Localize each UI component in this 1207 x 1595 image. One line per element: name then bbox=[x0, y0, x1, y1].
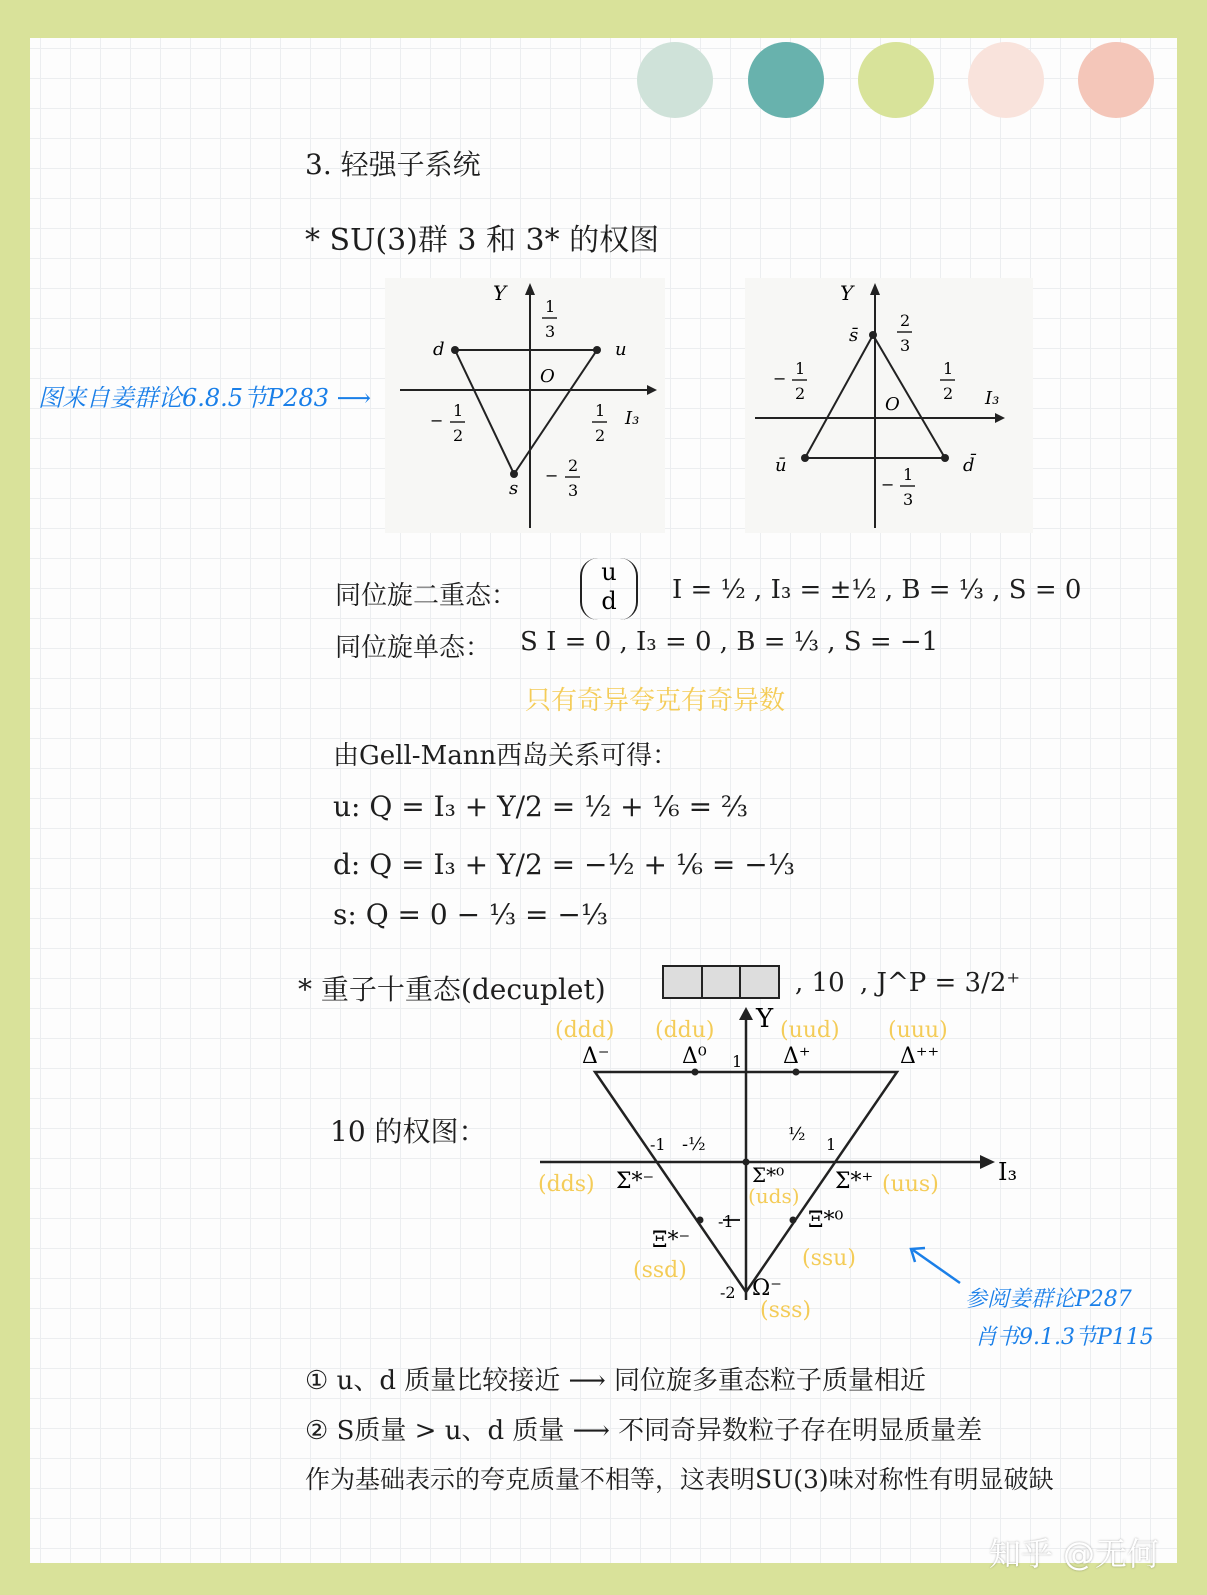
young-box-1 bbox=[664, 967, 703, 997]
fig1-top-num: 1 bbox=[545, 297, 556, 316]
decuplet-title: * 重子十重态(decuplet) bbox=[298, 973, 606, 1006]
singlet-values: S I = 0 , I₃ = 0 , B = ⅓ , S = −1 bbox=[520, 627, 939, 657]
fig1-right-num: 1 bbox=[595, 401, 606, 420]
fig1-d-label: d bbox=[433, 339, 445, 360]
fig2-left-sign: − bbox=[773, 369, 787, 388]
tick-y-neg1: -1 bbox=[718, 1212, 734, 1231]
particle-sigma-zero: Σ*⁰ bbox=[752, 1163, 785, 1187]
decuplet-axis-i3: I₃ bbox=[998, 1158, 1018, 1186]
decuplet-jp: , J^P = 3/2⁺ bbox=[860, 968, 1021, 998]
section-title: 3. 轻强子系统 bbox=[305, 148, 481, 181]
reference-note-2: 肖书9.1.3节P115 bbox=[975, 1325, 1154, 1350]
tick-y-neg2: -2 bbox=[720, 1283, 736, 1302]
conclusion-2: ② S质量 > u、d 质量 ⟶ 不同奇异数粒子存在明显质量差 bbox=[305, 1416, 983, 1446]
fig1-bot-num: 2 bbox=[568, 456, 579, 475]
quark-sss: (sss) bbox=[760, 1298, 812, 1323]
fig1-bot-sign: − bbox=[545, 466, 559, 485]
fig2-top-num: 2 bbox=[900, 311, 911, 330]
quark-ddd: (ddd) bbox=[555, 1018, 615, 1043]
fig2-bot-sign: − bbox=[881, 475, 895, 494]
quark-ssd: (ssd) bbox=[633, 1258, 687, 1283]
quark-uus: (uus) bbox=[882, 1172, 939, 1197]
fig2-top-den: 3 bbox=[900, 336, 911, 355]
particle-xi-minus: Ξ*⁻ bbox=[652, 1228, 691, 1253]
particle-delta-plusplus: Δ⁺⁺ bbox=[900, 1044, 940, 1069]
figure-source-note: 图来自姜群论6.8.5节P283 ⟶ bbox=[38, 384, 372, 412]
gellmann-d: d: Q = I₃ + Y/2 = −½ + ⅙ = −⅓ bbox=[333, 848, 795, 881]
tick-i3-neghalf: -½ bbox=[682, 1134, 706, 1155]
zhihu-watermark: 知乎 @无何 bbox=[988, 1535, 1159, 1573]
particle-delta-minus: Δ⁻ bbox=[582, 1044, 610, 1069]
fig2-dbar-label: d̄ bbox=[963, 455, 975, 476]
tick-i3-1: 1 bbox=[826, 1135, 837, 1154]
fig1-u-label: u bbox=[615, 339, 627, 360]
fig2-i3-label: I₃ bbox=[985, 388, 1000, 409]
reference-note-1: 参阅姜群论P287 bbox=[965, 1287, 1132, 1312]
fig1-y-label: Y bbox=[493, 281, 507, 305]
fig2-left-num: 1 bbox=[795, 359, 806, 378]
fig1-left-num: 1 bbox=[453, 401, 464, 420]
palette-dot-2 bbox=[748, 42, 824, 118]
fig1-left-den: 2 bbox=[453, 426, 464, 445]
fig2-left-den: 2 bbox=[795, 384, 806, 403]
fig2-right-num: 1 bbox=[943, 359, 954, 378]
young-box-3 bbox=[741, 967, 778, 997]
particle-sigma-plus: Σ*⁺ bbox=[835, 1169, 874, 1194]
particle-delta-plus: Δ⁺ bbox=[783, 1044, 811, 1069]
quark-uud: (uud) bbox=[780, 1018, 840, 1043]
tick-i3-half: ½ bbox=[788, 1124, 806, 1145]
fig2-sbar-label: s̄ bbox=[849, 325, 859, 346]
quark-ssu: (ssu) bbox=[802, 1246, 856, 1271]
gellmann-u: u: Q = I₃ + Y/2 = ½ + ⅙ = ⅔ bbox=[333, 790, 749, 823]
gellmann-intro: 由Gell-Mann西岛关系可得： bbox=[333, 741, 679, 771]
tick-i3-neg1: -1 bbox=[650, 1135, 666, 1154]
fig1-s-label: s bbox=[509, 478, 519, 499]
fig1-left-sign: − bbox=[430, 411, 444, 430]
sub-title: * SU(3)群 3 和 3* 的权图 bbox=[305, 223, 660, 258]
young-tableau bbox=[662, 965, 780, 999]
quark-uuu: (uuu) bbox=[888, 1018, 948, 1043]
fig2-bot-num: 1 bbox=[903, 465, 914, 484]
antitriplet-weight-diagram bbox=[745, 278, 1033, 533]
palette-dot-1 bbox=[637, 42, 713, 118]
particle-omega-minus: Ω⁻ bbox=[752, 1276, 782, 1301]
doublet-vector-bot: d bbox=[601, 587, 617, 615]
decuplet-weight-label: 10 的权图： bbox=[330, 1115, 487, 1148]
fig1-bot-den: 3 bbox=[568, 481, 579, 500]
fig2-ubar-label: ū bbox=[775, 455, 787, 476]
particle-delta-zero: Δ⁰ bbox=[682, 1044, 707, 1069]
young-box-2 bbox=[703, 967, 742, 997]
singlet-label: 同位旋单态： bbox=[335, 633, 492, 663]
doublet-values: I = ½ , I₃ = ±½ , B = ⅓ , S = 0 bbox=[672, 575, 1082, 605]
decuplet-dim: , 10 bbox=[795, 968, 845, 998]
quark-uds: (uds) bbox=[748, 1184, 800, 1208]
gellmann-s: s: Q = 0 − ⅓ = −⅓ bbox=[333, 898, 608, 931]
particle-xi-zero: Ξ*⁰ bbox=[808, 1208, 844, 1233]
fig2-y-label: Y bbox=[840, 281, 854, 305]
tick-y-1: 1 bbox=[732, 1052, 743, 1071]
fig1-origin: O bbox=[540, 366, 555, 387]
decuplet-axis-y: Y bbox=[756, 1005, 774, 1034]
triplet-weight-diagram bbox=[385, 278, 665, 533]
fig2-origin: O bbox=[885, 394, 900, 415]
fig1-i3-label: I₃ bbox=[625, 408, 640, 429]
particle-sigma-minus: Σ*⁻ bbox=[616, 1169, 655, 1194]
palette-dot-3 bbox=[858, 42, 934, 118]
doublet-vector bbox=[580, 558, 638, 620]
reference-arrow-icon bbox=[905, 1243, 965, 1288]
doublet-label: 同位旋二重态： bbox=[335, 581, 518, 611]
quark-dds: (dds) bbox=[538, 1172, 595, 1197]
palette-dot-4 bbox=[968, 42, 1044, 118]
quark-ddu: (ddu) bbox=[655, 1018, 715, 1043]
conclusion-1: ① u、d 质量比较接近 ⟶ 同位旋多重态粒子质量相近 bbox=[305, 1366, 927, 1396]
strange-quark-note: 只有奇异夸克有奇异数 bbox=[525, 686, 786, 716]
fig2-right-den: 2 bbox=[943, 384, 954, 403]
palette-dot-5 bbox=[1078, 42, 1154, 118]
conclusion-3: 作为基础表示的夸克质量不相等，这表明SU(3)味对称性有明显破缺 bbox=[305, 1465, 1054, 1494]
fig2-bot-den: 3 bbox=[903, 490, 914, 509]
fig1-right-den: 2 bbox=[595, 426, 606, 445]
doublet-vector-top: u bbox=[601, 558, 617, 586]
fig1-top-den: 3 bbox=[545, 322, 556, 341]
